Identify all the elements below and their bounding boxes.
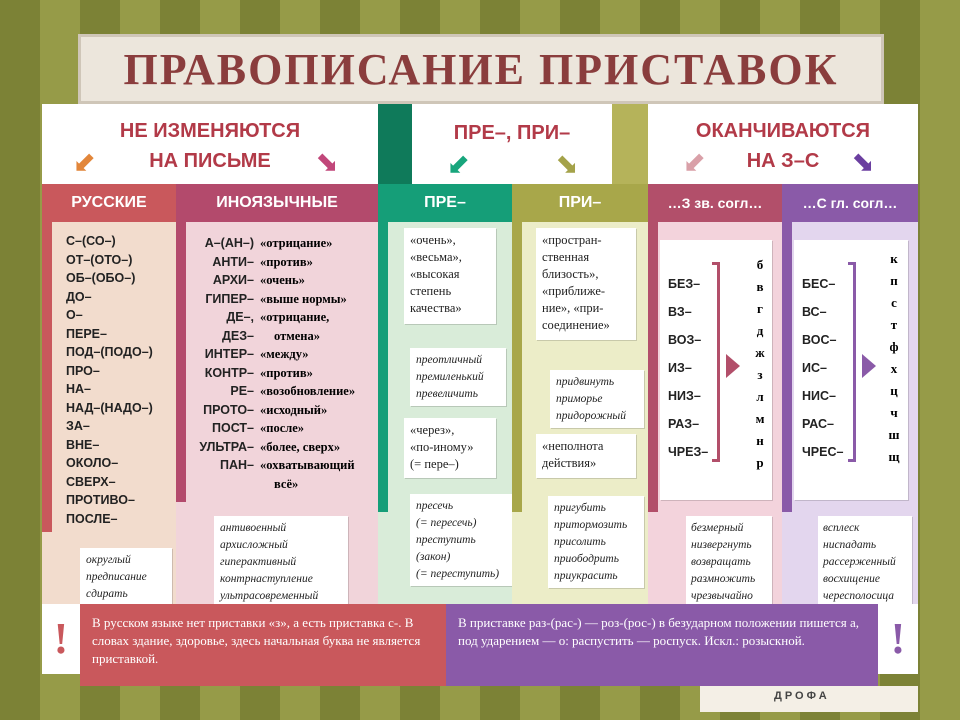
meaning-line: «очень», (410, 233, 456, 247)
prefix-item: ПОСЛЕ– (66, 511, 118, 526)
meaning-line: ственная (542, 250, 590, 264)
prefix-item: ВС– (802, 305, 827, 319)
prefix-item: ВОЗ– (668, 333, 702, 347)
foreign-row (196, 253, 376, 272)
prefix-item: НИС– (802, 389, 836, 403)
prefix-item: ж (755, 345, 765, 360)
example-word: (= переступить) (416, 568, 500, 580)
meaning-text: «отрицание» (260, 236, 333, 250)
column-pri-bar (512, 222, 522, 512)
z-bracket (712, 262, 720, 462)
foreign-row (196, 364, 376, 383)
prefix-item: ЧРЕС– (802, 445, 844, 459)
meaning-line: степень (410, 284, 452, 298)
prefix-item: б (756, 257, 764, 272)
prefix-item: ГИПЕР– (205, 291, 254, 306)
column-russian-bar (42, 222, 52, 532)
meaning-text: «между» (260, 347, 309, 361)
meaning-line: качества» (410, 301, 462, 315)
example-word: всплеск (823, 522, 860, 534)
prefix-item: ВНЕ– (66, 437, 100, 452)
meaning-text: «возобновление» (260, 384, 356, 398)
divider-green (378, 104, 412, 184)
s-examples-card (818, 516, 912, 606)
example-word: ультрасовременный (220, 590, 319, 602)
example-word: низвергнуть (691, 539, 752, 551)
foreign-row (196, 419, 376, 438)
prefix-item: м (755, 411, 765, 426)
foreign-prefix-list (196, 234, 376, 493)
example-word: сдирать (86, 588, 128, 600)
arrow-down-left-icon: ⬅ (674, 143, 713, 182)
prefix-item: ПОСТ– (211, 421, 254, 435)
prefix-item: СВЕРХ– (66, 474, 116, 489)
column-pre-bar (378, 222, 388, 512)
example-word: гиперактивный (220, 556, 297, 568)
prefix-item: НАД–(НАДО–) (66, 400, 153, 415)
example-word: размножить (691, 573, 756, 585)
arrow-down-left-icon: ⬅ (438, 145, 477, 184)
page-title: ПРАВОПИСАНИЕ ПРИСТАВОК (78, 34, 884, 104)
foreign-row (196, 475, 376, 494)
foreign-row (196, 382, 376, 401)
prefix-item: р (756, 455, 764, 470)
example-word: придорожный (556, 410, 626, 422)
meaning-text: «после» (260, 421, 305, 435)
prefix-item (196, 475, 260, 494)
prefix-item: д (756, 323, 764, 338)
prefix-item: ц (890, 383, 898, 398)
arrow-down-right-icon: ➡ (308, 143, 347, 182)
meaning-line: близость», (542, 267, 599, 281)
prefix-item: С–(СО–) (66, 234, 116, 248)
prefix-item: к (890, 251, 898, 266)
example-word: придвинуть (556, 376, 615, 388)
header-right-line1: ОКАНЧИВАЮТСЯ (695, 120, 871, 142)
foreign-row (196, 290, 376, 309)
meaning-text: «против» (260, 254, 313, 269)
example-word: чрезвычайно (691, 590, 753, 602)
foreign-row (196, 327, 376, 346)
prefix-item: РЕ– (230, 384, 254, 398)
prefix-item: ПОД–(ПОДО–) (66, 345, 153, 359)
prefix-item: АРХИ– (212, 273, 254, 287)
example-word: восхищение (823, 573, 881, 585)
foreign-row (196, 345, 376, 364)
z-arrow-icon (726, 354, 740, 378)
meaning-text: «отрицание, (260, 310, 330, 324)
foreign-row (196, 271, 376, 290)
pri-examples1-card (550, 370, 644, 428)
prefix-item: ПРОТО– (203, 402, 254, 417)
note-left: В русском языке нет приставки «з», а есть приставка с-. В словах здание, здоровье, здесь начальная буква не является приставкой. (80, 604, 446, 686)
prefix-item: п (890, 273, 898, 288)
prefix-item: ИЗ– (668, 361, 692, 375)
warning-mark-right: ! (878, 604, 918, 674)
example-word: (= пересечь) (416, 517, 477, 529)
foreign-row (196, 456, 376, 475)
warning-mark-left: ! (42, 604, 80, 674)
example-word: приободрить (554, 553, 619, 565)
prefix-item: ДО– (66, 289, 92, 304)
example-word: чересполосица (823, 590, 895, 602)
prefix-item: х (890, 361, 898, 376)
foreign-row (196, 234, 376, 253)
column-russian-title: РУССКИЕ (42, 184, 176, 222)
prefix-item: ОБ–(ОБО–) (66, 271, 136, 285)
example-word: округлый (86, 554, 131, 566)
arrow-down-right-icon: ➡ (548, 145, 587, 184)
pri-examples2-card (548, 496, 644, 588)
prefix-item: НИЗ– (668, 389, 701, 403)
prefix-item: г (757, 301, 763, 316)
publisher-logo: ДРОФА (774, 690, 830, 702)
example-word: архисложный (220, 539, 288, 551)
pri-meaning1-card (536, 228, 636, 340)
prefix-item: ВЗ– (668, 305, 692, 319)
prefix-item: ш (888, 427, 900, 442)
prefix-item: РАЗ– (668, 417, 700, 431)
prefix-item: щ (888, 449, 900, 464)
example-word: пресечь (416, 500, 454, 512)
column-s-title: …С гл. согл… (782, 184, 918, 222)
prefix-item: БЕС– (802, 277, 836, 291)
header-mid: ПРЕ–, ПРИ– (453, 122, 571, 144)
meaning-line: соединение» (542, 318, 610, 332)
meaning-line: «приближе- (542, 284, 606, 298)
prefix-item: ПЕРЕ– (66, 326, 107, 341)
arrow-down-right-icon: ➡ (844, 143, 883, 182)
prefix-item: НА– (66, 382, 92, 396)
s-arrow-icon (862, 354, 876, 378)
meaning-line: «весьма», (410, 250, 462, 264)
prefix-item (196, 327, 260, 346)
meaning-text: «исходный» (260, 402, 328, 417)
prefix-item: ВОС– (802, 333, 837, 347)
prefix-item: А–(АН–) (204, 236, 254, 250)
russian-prefix-list (66, 232, 176, 528)
example-word: ниспадать (823, 539, 877, 551)
meaning-line: (= пере–) (410, 457, 459, 471)
example-word: превеличить (416, 388, 478, 400)
meaning-line: «простран- (542, 233, 602, 247)
example-word: рассерженный (823, 556, 896, 568)
header-left-line2: НА ПИСЬМЕ (149, 150, 271, 172)
meaning-text: «охватывающий (260, 458, 355, 472)
example-word: приукрасить (554, 570, 618, 582)
prefix-item: ф (889, 339, 899, 354)
meaning-line: ние», «при- (542, 301, 604, 315)
foreign-examples-card (214, 516, 348, 606)
divider-olive (612, 104, 648, 184)
meaning-text: «выше нормы» (260, 291, 347, 306)
example-word: пригубить (554, 502, 606, 514)
meaning-text: «более, сверх» (260, 439, 341, 454)
header-left-line1: НЕ ИЗМЕНЯЮТСЯ (119, 120, 301, 142)
s-bracket (848, 262, 856, 462)
example-word: контрнаступление (220, 573, 313, 585)
prefix-item: ЗА– (66, 419, 90, 433)
arrow-down-left-icon: ⬅ (64, 143, 103, 182)
example-word: притормозить (554, 519, 628, 531)
example-word: антивоенный (220, 522, 287, 534)
prefix-item: ПАН– (220, 458, 254, 472)
column-pri-title: ПРИ– (512, 184, 648, 222)
column-z-title: …З зв. согл… (648, 184, 782, 222)
prefix-item: с (891, 295, 897, 310)
example-word: (закон) (416, 551, 451, 563)
column-foreign-title: ИНОЯЗЫЧНЫЕ (176, 184, 378, 222)
meaning-line: действия» (542, 456, 597, 470)
russian-examples-card (80, 548, 172, 604)
meaning-line: «через», (410, 423, 455, 437)
prefix-item: ЧРЕЗ– (668, 445, 709, 459)
meaning-text: «очень» (260, 273, 305, 287)
prefix-item: ПРО– (66, 363, 100, 378)
pre-examples2-card (410, 494, 514, 586)
prefix-item: ПРОТИВО– (66, 493, 135, 507)
note-right: В приставке раз-(рас-) — роз-(рос-) в безударном положении пишется а, под ударением — о: распустить — роспуск. Искл.: розыскной. (446, 604, 878, 686)
meaning-text: всё» (274, 476, 299, 491)
prefix-item: ИС– (802, 361, 827, 375)
prefix-item: ДЕ–, ДЕЗ– (221, 310, 254, 343)
foreign-row (196, 401, 376, 420)
example-word: преступить (416, 534, 476, 546)
prefix-item: РАС– (802, 417, 834, 431)
meaning-text: отмена» (274, 328, 320, 343)
example-word: преотличный (416, 354, 483, 366)
prefix-item: л (756, 389, 764, 404)
example-word: премиленький (416, 371, 484, 383)
meaning-line: «высокая (410, 267, 460, 281)
prefix-item: УЛЬТРА– (199, 439, 254, 454)
meaning-line: «неполнота (542, 439, 604, 453)
meaning-line: «по-иному» (410, 440, 474, 454)
prefix-item: ОКОЛО– (66, 456, 119, 470)
header-right-line2: НА З–С (746, 150, 820, 172)
foreign-row (196, 438, 376, 457)
meaning-text: «против» (260, 365, 313, 380)
pre-examples1-card (410, 348, 506, 406)
pre-meaning1-card (404, 228, 496, 324)
s-letters (884, 248, 904, 468)
example-word: приморье (556, 393, 603, 405)
column-pre-title: ПРЕ– (378, 184, 512, 222)
prefix-item: ОТ–(ОТО–) (66, 252, 133, 267)
z-letters (750, 254, 770, 474)
z-examples-card (686, 516, 772, 606)
column-z-bar (648, 222, 658, 512)
prefix-item: в (756, 279, 764, 294)
example-word: предписание (86, 571, 147, 583)
prefix-item: н (756, 433, 764, 448)
example-word: безмерный (691, 522, 744, 534)
column-foreign-bar (176, 222, 186, 502)
prefix-item: АНТИ– (212, 254, 254, 269)
prefix-item: О– (66, 308, 83, 322)
prefix-item: КОНТР– (204, 365, 254, 380)
prefix-item: з (757, 367, 763, 382)
prefix-item: БЕЗ– (668, 277, 701, 291)
column-s-bar (782, 222, 792, 512)
prefix-item: ИНТЕР– (204, 347, 254, 361)
prefix-item: ч (890, 405, 898, 420)
example-word: присолить (554, 536, 606, 548)
pre-meaning2-card (404, 418, 496, 478)
prefix-item: т (890, 317, 898, 332)
pri-meaning2-card (536, 434, 636, 478)
example-word: возвращать (691, 556, 751, 568)
